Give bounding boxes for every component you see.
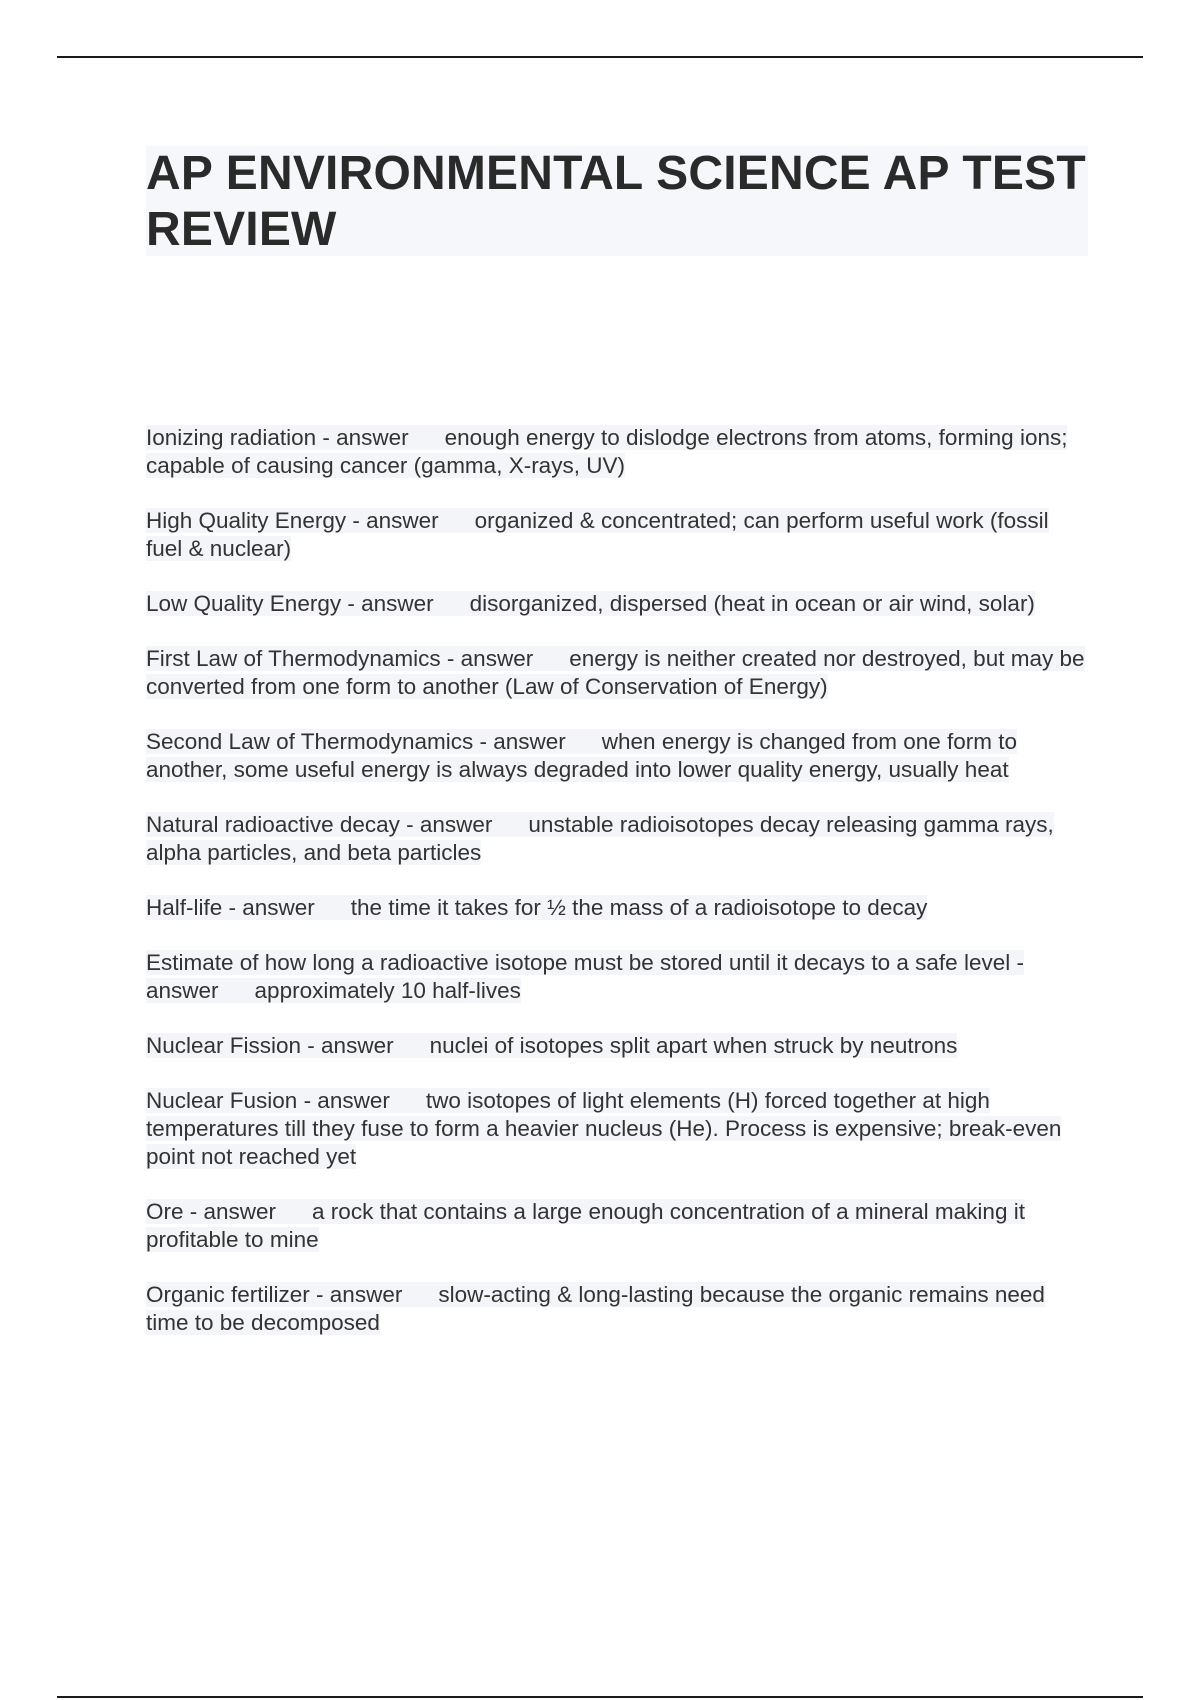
- flashcard-entry: [146, 1198, 1086, 1254]
- entry-answer: slow-acting & long-lasting because the organic remains need time to be decomposed: [146, 1282, 1045, 1335]
- flashcard-entry: [146, 424, 1086, 480]
- entry-term: Natural radioactive decay - answer: [146, 812, 493, 837]
- entry-term: Half-life - answer: [146, 895, 315, 920]
- entry-term: First Law of Thermodynamics - answer: [146, 646, 534, 671]
- entry-term: Ionizing radiation - answer: [146, 425, 409, 450]
- title-block: [146, 146, 1088, 256]
- flashcard-entry: [146, 590, 1086, 618]
- entry-answer: two isotopes of light elements (H) forced together at high temperatures till they fuse to form a heavier nucleus (He). Process is expensive; break-even point not reached yet: [146, 1088, 1062, 1169]
- entry-term: Organic fertilizer - answer: [146, 1282, 403, 1307]
- flashcard-entry: [146, 728, 1086, 784]
- flashcard-entry: [146, 894, 1086, 922]
- entry-answer: approximately 10 half-lives: [254, 978, 521, 1003]
- entry-term: Ore - answer: [146, 1199, 277, 1224]
- flashcard-entry: [146, 1281, 1086, 1337]
- document-title: AP ENVIRONMENTAL SCIENCE AP TEST REVIEW: [146, 147, 1086, 256]
- entry-answer: organized & concentrated; can perform useful work (fossil fuel & nuclear): [146, 508, 1049, 561]
- entry-answer: a rock that contains a large enough concentration of a mineral making it profitable to mine: [146, 1199, 1025, 1252]
- flashcard-list: [146, 424, 1086, 1364]
- flashcard-entry: [146, 1032, 1086, 1060]
- entry-term: Second Law of Thermodynamics - answer: [146, 729, 566, 754]
- bottom-rule: [57, 1696, 1143, 1698]
- entry-term: High Quality Energy - answer: [146, 508, 439, 533]
- entry-term: Nuclear Fusion - answer: [146, 1088, 390, 1113]
- entry-term: Nuclear Fission - answer: [146, 1033, 394, 1058]
- flashcard-entry: [146, 507, 1086, 563]
- entry-answer: nuclei of isotopes split apart when struck by neutrons: [429, 1033, 958, 1058]
- flashcard-entry: [146, 949, 1086, 1005]
- entry-answer: unstable radioisotopes decay releasing gamma rays, alpha particles, and beta particles: [146, 812, 1054, 865]
- entry-answer: disorganized, dispersed (heat in ocean or air wind, solar): [469, 591, 1035, 616]
- entry-answer: energy is neither created nor destroyed, but may be converted from one form to another (Law of Conservation of Energy): [146, 646, 1085, 699]
- entry-answer: the time it takes for ½ the mass of a radioisotope to decay: [350, 895, 928, 920]
- flashcard-entry: [146, 1087, 1086, 1171]
- flashcard-entry: [146, 645, 1086, 701]
- top-rule: [57, 56, 1143, 58]
- entry-answer: when energy is changed from one form to another, some useful energy is always degraded into lower quality energy, usually heat: [146, 729, 1018, 782]
- entry-term: Low Quality Energy - answer: [146, 591, 434, 616]
- flashcard-entry: [146, 811, 1086, 867]
- entry-term: Estimate of how long a radioactive isotope must be stored until it decays to a safe level - answer: [146, 950, 1024, 1003]
- entry-answer: enough energy to dislodge electrons from atoms, forming ions; capable of causing cancer (gamma, X-rays, UV): [146, 425, 1068, 478]
